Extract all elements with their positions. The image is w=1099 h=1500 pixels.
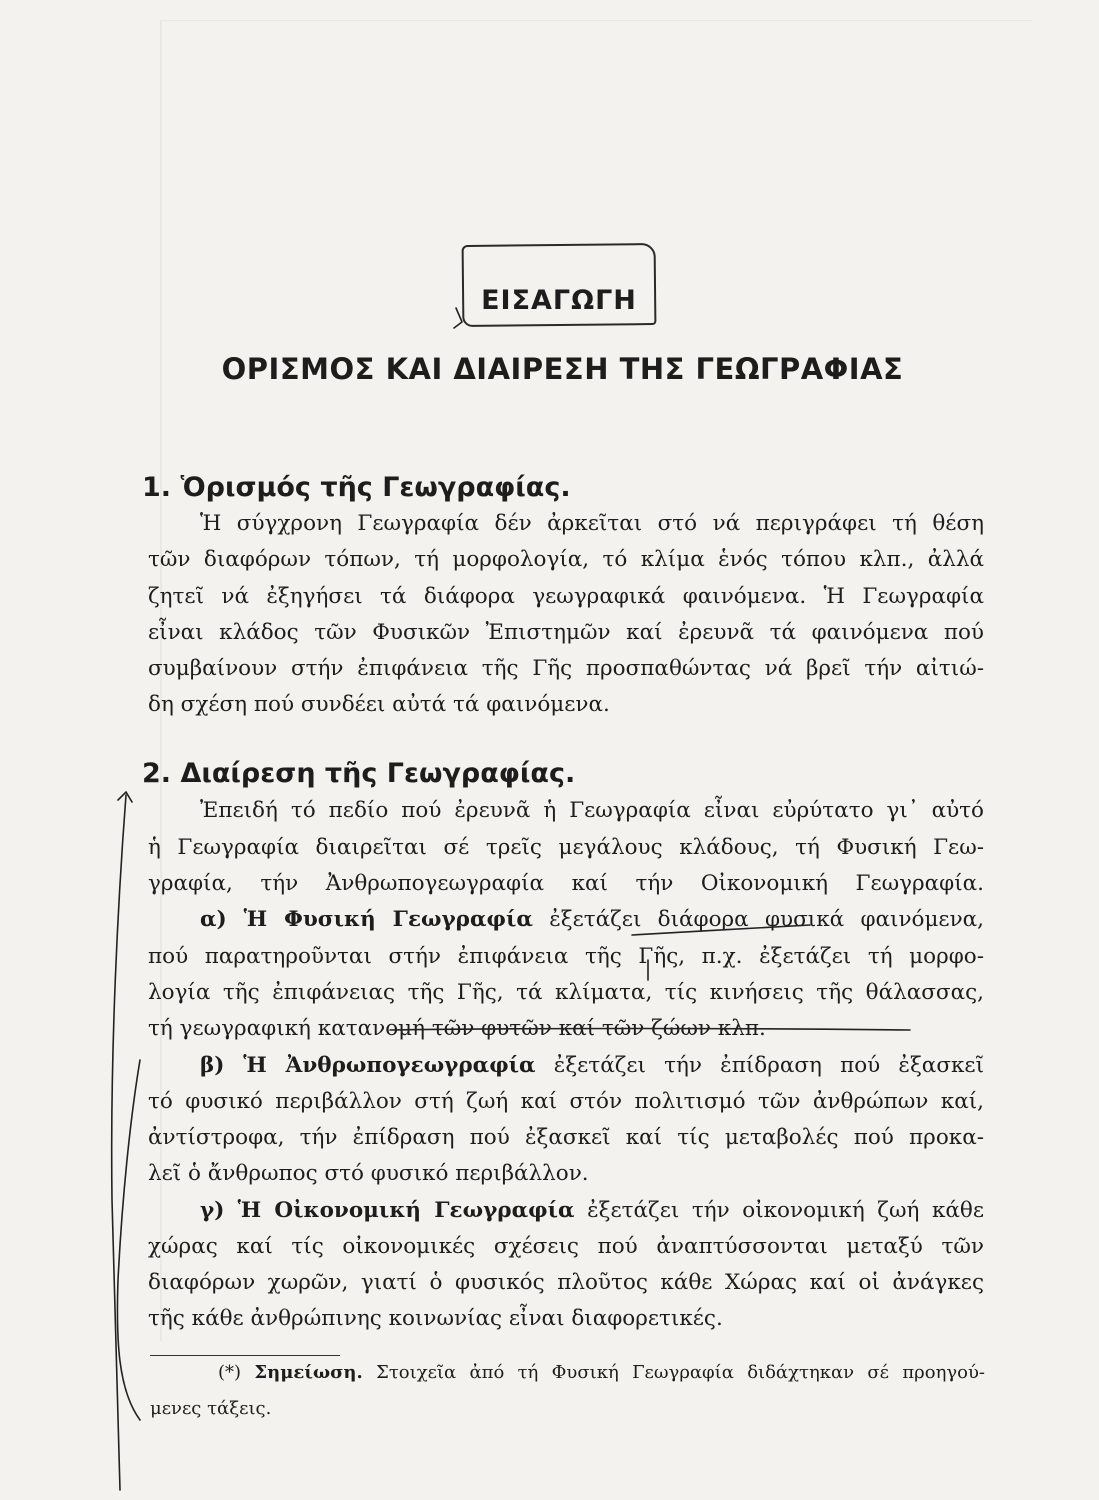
paragraph-line: ἀντίστροφα, τήν ἐπίδραση πού ἐξασκεῖ καί τίς μεταβολές πού προκα-: [148, 1125, 984, 1150]
subsection-b-first-line: β) Ἡ Ἀνθρωπογεωγραφία ἐξετάζει τήν ἐπίδραση πού ἐξασκεῖ: [200, 1053, 984, 1078]
paragraph-line: εἶναι κλάδος τῶν Φυσικῶν Ἐπιστημῶν καί ἐρευνᾶ τά φαινόμενα πού: [148, 620, 984, 645]
section-1-heading: 1. Ὁρισμός τῆς Γεωγραφίας.: [142, 472, 571, 503]
paragraph-line: ζητεῖ νά ἐξηγήσει τά διάφορα γεωγραφικά φαινόμενα. Ἡ Γεωγραφία: [148, 584, 984, 609]
paragraph-line: χώρας καί τίς οἰκονομικές σχέσεις πού ἀναπτύσσονται μεταξύ τῶν: [148, 1234, 984, 1259]
paragraph-line: τῶν διαφόρων τόπων, τή μορφολογία, τό κλίμα ἑνός τόπου κλπ., ἀλλά: [148, 547, 984, 572]
subsection-c-label: γ) Ἡ Οἰκονομική Γεωγραφία: [200, 1198, 575, 1223]
paragraph-line: ἡ Γεωγραφία διαιρεῖται σέ τρεῖς μεγάλους κλάδους, τή Φυσική Γεω-: [148, 835, 984, 860]
paragraph-line: διαφόρων χωρῶν, γιατί ὁ φυσικός πλοῦτος κάθε Χώρας καί οἱ ἀνάγκες: [148, 1270, 984, 1295]
footnote-line: μενες τάξεις.: [150, 1398, 272, 1419]
footnote-label: Σημείωση.: [254, 1362, 363, 1383]
chapter-label: ΕΙΣΑΓΩΓΗ: [481, 285, 637, 316]
box-tail-mark: [454, 308, 462, 328]
paragraph-line: γραφία, τήν Ἀνθρωπογεωγραφία καί τήν Οἰκονομική Γεωγραφία.: [148, 871, 984, 896]
paragraph-line: τό φυσικό περιβάλλον στή ζωή καί στόν πολιτισμό τῶν ἀνθρώπων καί,: [148, 1089, 984, 1114]
paragraph-line: λεῖ ὁ ἄνθρωπος στό φυσικό περιβάλλον.: [148, 1161, 589, 1186]
subsection-b-label: β) Ἡ Ἀνθρωπογεωγραφία: [200, 1053, 536, 1078]
footnote-divider: [150, 1355, 340, 1356]
subsection-a-label: α) Ἡ Φυσική Γεωγραφία: [200, 907, 533, 932]
paragraph-line: συμβαίνουν στήν ἐπιφάνεια τῆς Γῆς προσπαθώντας νά βρεῖ τήν αἰτιώ-: [148, 656, 984, 681]
page-title: ΟΡΙΣΜΟΣ ΚΑΙ ΔΙΑΙΡΕΣΗ ΤΗΣ ΓΕΩΓΡΑΦΙΑΣ: [221, 352, 904, 386]
paragraph-line: Ἡ σύγχρονη Γεωγραφία δέν ἀρκεῖται στό νά περιγράφει τή θέση: [200, 511, 984, 536]
margin-bracket-line: [112, 795, 126, 1490]
subsection-a-first-line: α) Ἡ Φυσική Γεωγραφία ἐξετάζει διάφορα φυσικά φαινόμενα,: [200, 907, 984, 932]
paragraph-line: τῆς κάθε ἀνθρώπινης κοινωνίας εἶναι διαφορετικές.: [148, 1306, 723, 1331]
paragraph-line: πού παρατηροῦνται στήν ἐπιφάνεια τῆς Γῆς, π.χ. ἐξετάζει τή μορφο-: [148, 944, 984, 969]
margin-bracket-line: [117, 1060, 140, 1420]
paragraph-line: Ἐπειδή τό πεδίο πού ἐρευνᾶ ἡ Γεωγραφία εἶναι εὐρύτατο γι᾽ αὐτό: [200, 798, 984, 823]
paragraph-line: λογία τῆς ἐπιφάνειας τῆς Γῆς, τά κλίματα, τίς κινήσεις τῆς θάλασσας,: [148, 980, 984, 1005]
section-2-heading: 2. Διαίρεση τῆς Γεωγραφίας.: [142, 758, 576, 789]
footnote-line: (*) Σημείωση. Στοιχεῖα ἀπό τή Φυσική Γεωγραφία διδάχτηκαν σέ προηγού-: [218, 1362, 985, 1383]
paragraph-line: δη σχέση πού συνδέει αὐτά τά φαινόμενα.: [148, 692, 610, 717]
margin-hook-mark: [118, 792, 132, 802]
subsection-c-first-line: γ) Ἡ Οἰκονομική Γεωγραφία ἐξετάζει τήν οἰκονομική ζωή κάθε: [200, 1198, 984, 1223]
paragraph-line: τή γεωγραφική κατανομή τῶν φυτῶν καί τῶν ζώων κλπ.: [148, 1016, 766, 1041]
